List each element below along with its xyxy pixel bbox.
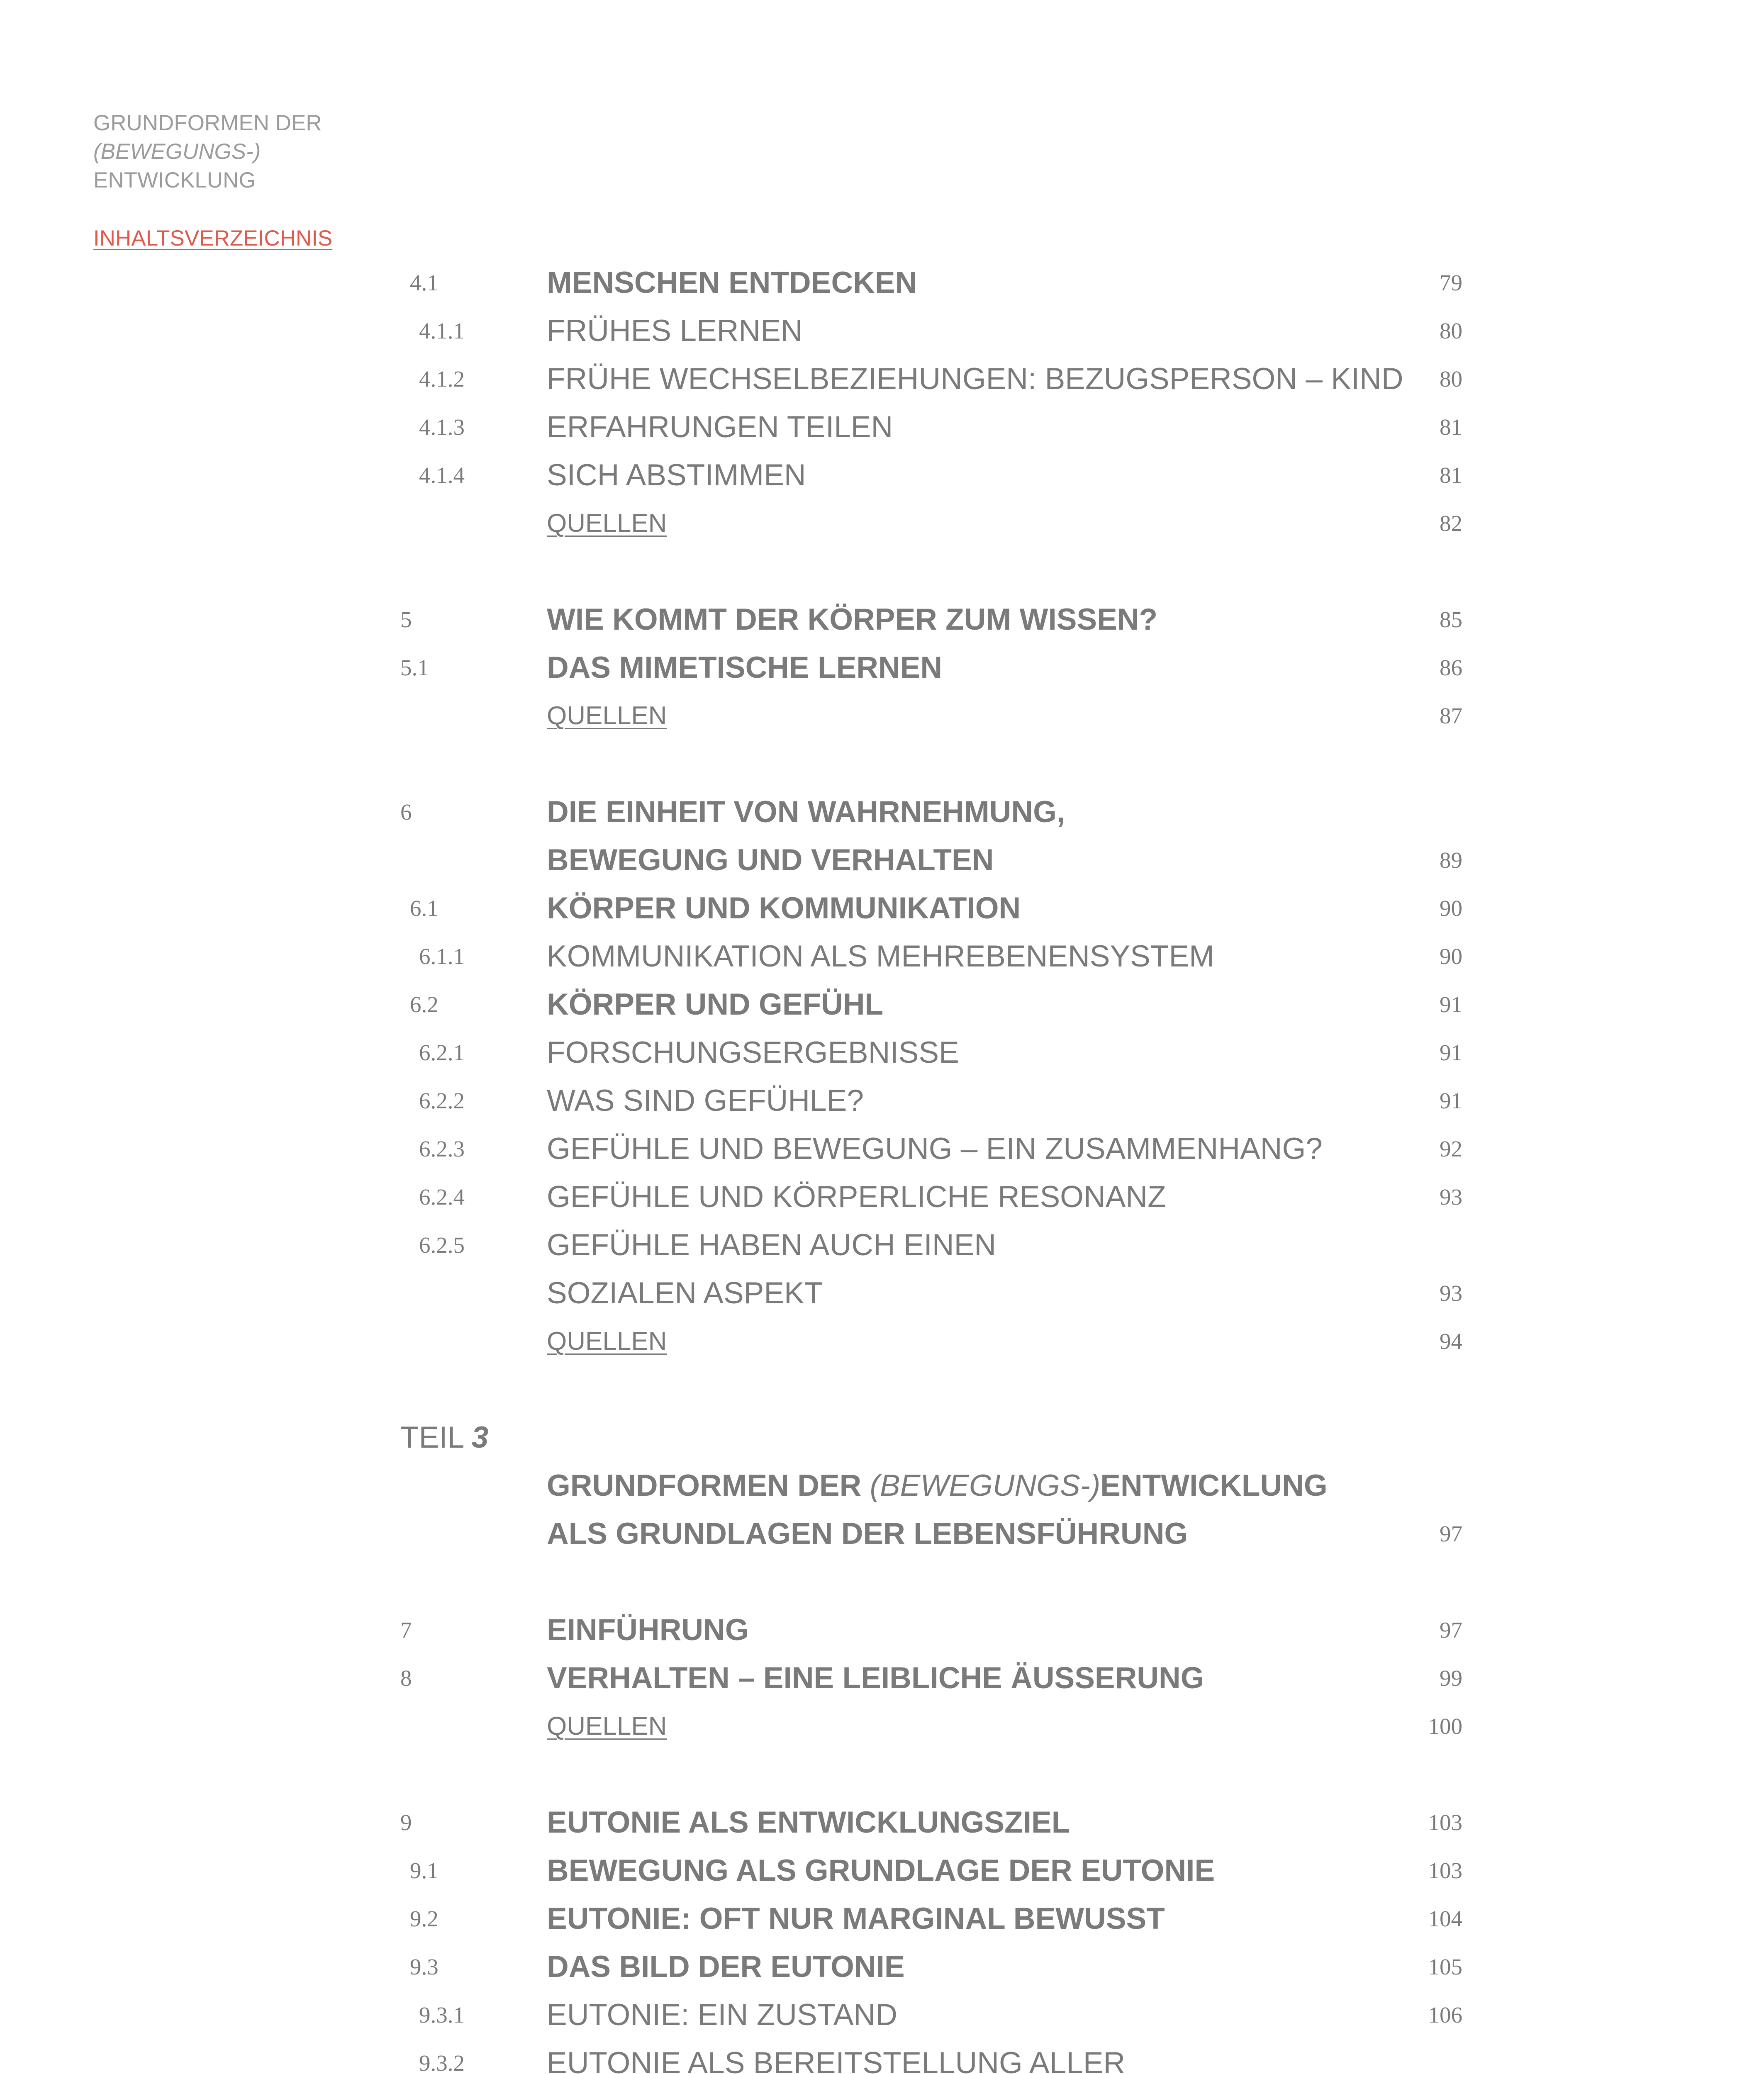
toc-entry[interactable]: [0, 356, 1764, 402]
entry-number: 6.1: [410, 896, 439, 921]
entry-title: DAS MIMETISCHE LERNEN: [547, 651, 943, 684]
entry-number: 9.2: [410, 1906, 439, 1931]
entry-title: GEFÜHLE HABEN AUCH EINEN: [547, 1228, 997, 1262]
entry-title: FRÜHE WECHSELBEZIEHUNGEN: BEZUGSPERSON – KIND: [547, 362, 1403, 396]
entry-title: DIE EINHEIT VON WAHRNEHMUNG,: [547, 795, 1065, 829]
entry-number: 6.2.4: [419, 1184, 465, 1210]
entry-title: GRUNDFORMEN DER (BEWEGUNGS-)ENTWICKLUNG: [547, 1469, 1328, 1502]
toc-entry-chapter[interactable]: [0, 789, 1764, 835]
entry-page: 94: [1440, 1329, 1462, 1354]
entry-number: 6.2: [410, 992, 439, 1017]
toc-entry-sources[interactable]: [0, 501, 1764, 546]
entry-page: 97: [1440, 1617, 1462, 1643]
entry-page: 87: [1440, 703, 1462, 728]
toc-entry[interactable]: [0, 1992, 1764, 2038]
entry-page: 91: [1440, 1040, 1462, 1065]
entry-number: 6.2.3: [419, 1136, 465, 1161]
entry-title: EUTONIE ALS BEREITSTELLUNG ALLER: [547, 2046, 1126, 2074]
entry-title: SOZIALEN ASPEKT: [547, 1276, 823, 1310]
entry-page: 90: [1440, 896, 1462, 921]
toc-entry-continuation[interactable]: [0, 1271, 1764, 1316]
entry-page: 97: [1440, 1521, 1462, 1546]
part-label: TEIL 3: [400, 1421, 489, 1454]
toc-entry-continuation[interactable]: [0, 1511, 1764, 1557]
entry-title: FORSCHUNGSERGEBNISSE: [547, 1036, 959, 1069]
entry-page: 81: [1440, 463, 1462, 488]
entry-title: EINFÜHRUNG: [547, 1613, 749, 1647]
entry-page: 103: [1428, 1810, 1462, 1835]
toc-entry-chapter[interactable]: [0, 597, 1764, 643]
entry-page: 91: [1440, 992, 1462, 1017]
entry-number: 4.1.2: [419, 366, 465, 392]
entry-number: 9.3.1: [419, 2002, 465, 2028]
entry-page: 79: [1440, 270, 1462, 295]
entry-number: 6.2.2: [419, 1088, 465, 1113]
toc-entry-sources[interactable]: [0, 1704, 1764, 1749]
entry-title: BEWEGUNG UND VERHALTEN: [547, 843, 994, 877]
entry-page: 106: [1428, 2002, 1462, 2028]
entry-title: ALS GRUNDLAGEN DER LEBENSFÜHRUNG: [547, 1517, 1188, 1551]
toc-entry-chapter[interactable]: [0, 1607, 1764, 1653]
entry-title: DAS BILD DER EUTONIE: [547, 1950, 905, 1984]
entry-number: 4.1.1: [419, 318, 465, 343]
entry-page: 85: [1440, 607, 1462, 632]
entry-page: 104: [1428, 1906, 1462, 1931]
entry-title: GEFÜHLE UND KÖRPERLICHE RESONANZ: [547, 1180, 1166, 1214]
toc-entry[interactable]: [0, 2040, 1764, 2074]
toc-entry[interactable]: [0, 1896, 1764, 1942]
entry-number: 6.2.1: [419, 1040, 465, 1065]
entry-page: 80: [1440, 366, 1462, 392]
entry-number: 5: [400, 607, 412, 632]
entry-page: 89: [1440, 847, 1462, 873]
entry-page: 93: [1440, 1280, 1462, 1306]
toc-entry[interactable]: [0, 308, 1764, 354]
entry-title: KOMMUNIKATION ALS MEHREBENENSYSTEM: [547, 940, 1214, 973]
entry-page: 80: [1440, 318, 1462, 343]
entry-title: BEWEGUNG ALS GRUNDLAGE DER EUTONIE: [547, 1854, 1215, 1887]
entry-number: 9: [400, 1810, 412, 1835]
entry-number: 4.1: [410, 270, 439, 295]
entry-title: MENSCHEN ENTDECKEN: [547, 266, 917, 299]
entry-page: 91: [1440, 1088, 1462, 1113]
entry-page: 92: [1440, 1136, 1462, 1161]
header-line-1: GRUNDFORMEN DER: [93, 111, 322, 135]
toc-entry[interactable]: [0, 1126, 1764, 1172]
entry-number: 7: [400, 1617, 412, 1643]
toc-entry-chapter[interactable]: [0, 1800, 1764, 1845]
toc-entry[interactable]: [0, 645, 1764, 691]
entry-title: WIE KOMMT DER KÖRPER ZUM WISSEN?: [547, 603, 1158, 636]
toc-entry[interactable]: [0, 934, 1764, 979]
entry-number: 9.1: [410, 1858, 439, 1883]
entry-page: 103: [1428, 1858, 1462, 1883]
sources-link[interactable]: QUELLEN: [547, 1327, 667, 1356]
entry-number: 6: [400, 799, 412, 825]
entry-title: KÖRPER UND KOMMUNIKATION: [547, 891, 1021, 925]
entry-title: EUTONIE: EIN ZUSTAND: [547, 1998, 897, 2032]
toc-entry[interactable]: [0, 404, 1764, 450]
entry-title: EUTONIE: OFT NUR MARGINAL BEWUSST: [547, 1902, 1165, 1935]
entry-number: 6.1.1: [419, 944, 465, 969]
sources-link[interactable]: QUELLEN: [547, 509, 667, 538]
entry-page: 86: [1440, 655, 1462, 680]
entry-title: GEFÜHLE UND BEWEGUNG – EIN ZUSAMMENHANG?: [547, 1132, 1323, 1166]
toc-entry[interactable]: [0, 982, 1764, 1027]
toc-entry-part-title[interactable]: [0, 1463, 1764, 1509]
toc-entry-sources[interactable]: [0, 1319, 1764, 1364]
entry-number: 9.3: [410, 1954, 439, 1979]
entry-number: 8: [400, 1665, 412, 1691]
table-of-contents-link[interactable]: INHALTSVERZEICHNIS: [93, 226, 333, 251]
entry-number: 9.3.2: [419, 2050, 465, 2074]
entry-number: 4.1.4: [419, 463, 465, 488]
toc-entry[interactable]: [0, 1030, 1764, 1076]
entry-page: 100: [1428, 1714, 1462, 1739]
entry-page: 105: [1428, 1954, 1462, 1979]
entry-title: WAS SIND GEFÜHLE?: [547, 1084, 864, 1117]
entry-title: KÖRPER UND GEFÜHL: [547, 988, 884, 1021]
entry-number: 6.2.5: [419, 1232, 465, 1258]
part-heading: [0, 1415, 1764, 1461]
entry-page: 81: [1440, 414, 1462, 440]
entry-page: 82: [1440, 511, 1462, 536]
entry-number: 5.1: [400, 655, 429, 680]
toc-entry-sources[interactable]: [0, 693, 1764, 739]
toc-entry-continuation[interactable]: [0, 837, 1764, 883]
entry-title: EUTONIE ALS ENTWICKLUNGSZIEL: [547, 1806, 1070, 1839]
toc-entry[interactable]: [0, 260, 1764, 306]
sources-link[interactable]: QUELLEN: [547, 701, 667, 730]
header-line-2: (BEWEGUNGS-): [93, 139, 261, 164]
header-line-3: ENTWICKLUNG: [93, 168, 256, 192]
toc-entry[interactable]: [0, 1944, 1764, 1990]
toc-entry-chapter[interactable]: [0, 1655, 1764, 1701]
entry-page: 99: [1440, 1665, 1462, 1691]
part-number: 3: [471, 1421, 489, 1454]
entry-page: 93: [1440, 1184, 1462, 1210]
entry-title: SICH ABSTIMMEN: [547, 458, 806, 492]
toc-entry[interactable]: [0, 1848, 1764, 1894]
entry-title: FRÜHES LERNEN: [547, 314, 803, 348]
entry-title: VERHALTEN – EINE LEIBLICHE ÄUSSERUNG: [547, 1661, 1204, 1695]
toc-entry[interactable]: [0, 1222, 1764, 1268]
entry-title: ERFAHRUNGEN TEILEN: [547, 410, 893, 444]
sources-link[interactable]: QUELLEN: [547, 1712, 667, 1741]
toc-entry[interactable]: [0, 1078, 1764, 1124]
entry-number: 4.1.3: [419, 414, 465, 440]
toc-entry[interactable]: [0, 1174, 1764, 1220]
toc-entry[interactable]: [0, 453, 1764, 498]
toc-entry[interactable]: [0, 886, 1764, 931]
entry-page: 90: [1440, 944, 1462, 969]
